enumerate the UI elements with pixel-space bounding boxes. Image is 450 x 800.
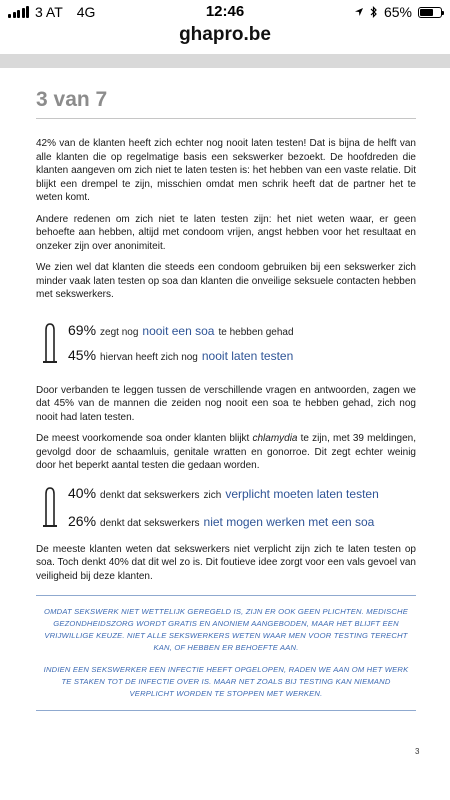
address-bar[interactable]: ghapro.be: [179, 24, 271, 45]
stat-block: [42, 485, 416, 529]
stat-line: [68, 513, 383, 529]
stat-text: denkt dat sekswerkers: [100, 489, 200, 501]
battery-icon: [418, 7, 442, 18]
italic-term: chlamydia: [252, 433, 298, 444]
network-label: 4G: [76, 4, 96, 20]
stat-line: [68, 322, 298, 338]
carrier-label: 3 AT: [35, 4, 63, 20]
stat-highlight: niet mogen werken met een soa: [203, 514, 375, 529]
page-number: 3: [415, 747, 420, 756]
stat-highlight: nooit laten testen: [201, 349, 294, 363]
stat-line: [68, 347, 298, 363]
condom-icon: [42, 322, 58, 364]
stat-text: zich: [203, 489, 222, 501]
status-right: [354, 4, 442, 20]
status-bar: [0, 0, 450, 24]
battery-level: [420, 9, 433, 16]
paragraph: [36, 432, 416, 473]
callout-box: [36, 595, 416, 711]
stat-percent: 69%: [68, 322, 97, 338]
stat-highlight: nooit een soa: [142, 324, 215, 338]
paragraph: Andere redenen om zich niet te laten testen zijn: het niet weten waar, er geen behoefte aan hebben, altijd met condoom vrijen, angst hebben voor het resultaat en onzeker zijn over anonimiteit.: [36, 213, 416, 252]
condom-icon: [42, 486, 58, 528]
paragraph: We zien wel dat klanten die steeds een condoom gebruiken bij een sekswerker zich minder vaak laten testen op soa dan klanten die onveilige seksuele contacten hebben met sekswerkers.: [36, 262, 416, 300]
clock: 12:46: [205, 3, 245, 20]
stat-text: denkt dat sekswerkers: [100, 517, 200, 529]
stat-line: [68, 485, 383, 501]
stat-text: hiervan heeft zich nog: [100, 352, 198, 363]
bluetooth-icon: [370, 6, 378, 18]
title-divider: [36, 118, 416, 119]
stat-percent: 40%: [68, 484, 97, 501]
page-title: 3 van 7: [36, 88, 108, 111]
text-run: te zijn, met 39 meldingen, gevolgd door de schaamluis, genitale wratten en gonorroe. Dit zegt echter weinig door het beperkt aantal testen die gedaan worden.: [36, 433, 416, 471]
text-run: De meest voorkomende soa onder klanten blijkt: [36, 433, 253, 444]
callout-text: OMDAT SEKSWERK NIET WETTELIJK GEREGELD IS, ZIJN ER OOK GEEN PLICHTEN. MEDISCHE GEZONDHEIDSZORG WORDT GRATIS EN ANONIEM AANGEBODEN, MAAR HET BLIJFT EEN VRIJWILLIGE KEUZE. NIET ALLE SEKSWERKERS WETEN WAAR MEN VOOR TESTING TERECHT KAN, OF HEBBEN ER BEHOEFTE AAN.: [44, 607, 408, 652]
battery-percent: 65%: [383, 4, 412, 20]
paragraph: Door verbanden te leggen tussen de verschillende vragen en antwoorden, zagen we dat 45% van de mannen die zeiden nog nooit een soa te hebben gehad, zich nog nooit had laten testen.: [36, 384, 416, 423]
stat-percent: 45%: [68, 347, 97, 363]
stat-highlight: verplicht moeten laten testen: [225, 486, 379, 501]
page-top-band: [0, 54, 450, 68]
document-page: [36, 68, 416, 711]
paragraph: 42% van de klanten heeft zich echter nog nooit laten testen! Dat is bijna de helft van alle klanten die op regelmatige basis een sekswerker bezoekt. De hoofdreden die klanten aangeven om zich niet te laten testen is: het hebben van een vaste relatie. Dit blijkt een drempel te zijn, misschien omdat men schrik heeft dat de partner het te weten komt.: [36, 138, 416, 203]
stat-text: zegt nog: [100, 327, 139, 338]
paragraph: De meeste klanten weten dat sekswerkers niet verplicht zijn zich te laten testen op soa. Toch denkt 40% dat dit wel zo is. Dit foutieve idee zorgt voor een vals gevoel van veiligheid bij deze klanten.: [36, 543, 416, 582]
callout-text: INDIEN EEN SEKSWERKER EEN INFECTIE HEEFT OPGELOPEN, RADEN WE AAN OM HET WERK TE STAKEN TOT DE INFECTIE OVER IS. MAAR NET ZOALS BIJ TESTING KAN NIEMAND VERPLICHT WORDEN TE STOPPEN MET WERKEN.: [43, 665, 409, 698]
stat-text: te hebben gehad: [218, 327, 294, 338]
location-icon: [354, 7, 364, 17]
stat-percent: 26%: [68, 512, 97, 529]
stat-block: [42, 322, 416, 364]
